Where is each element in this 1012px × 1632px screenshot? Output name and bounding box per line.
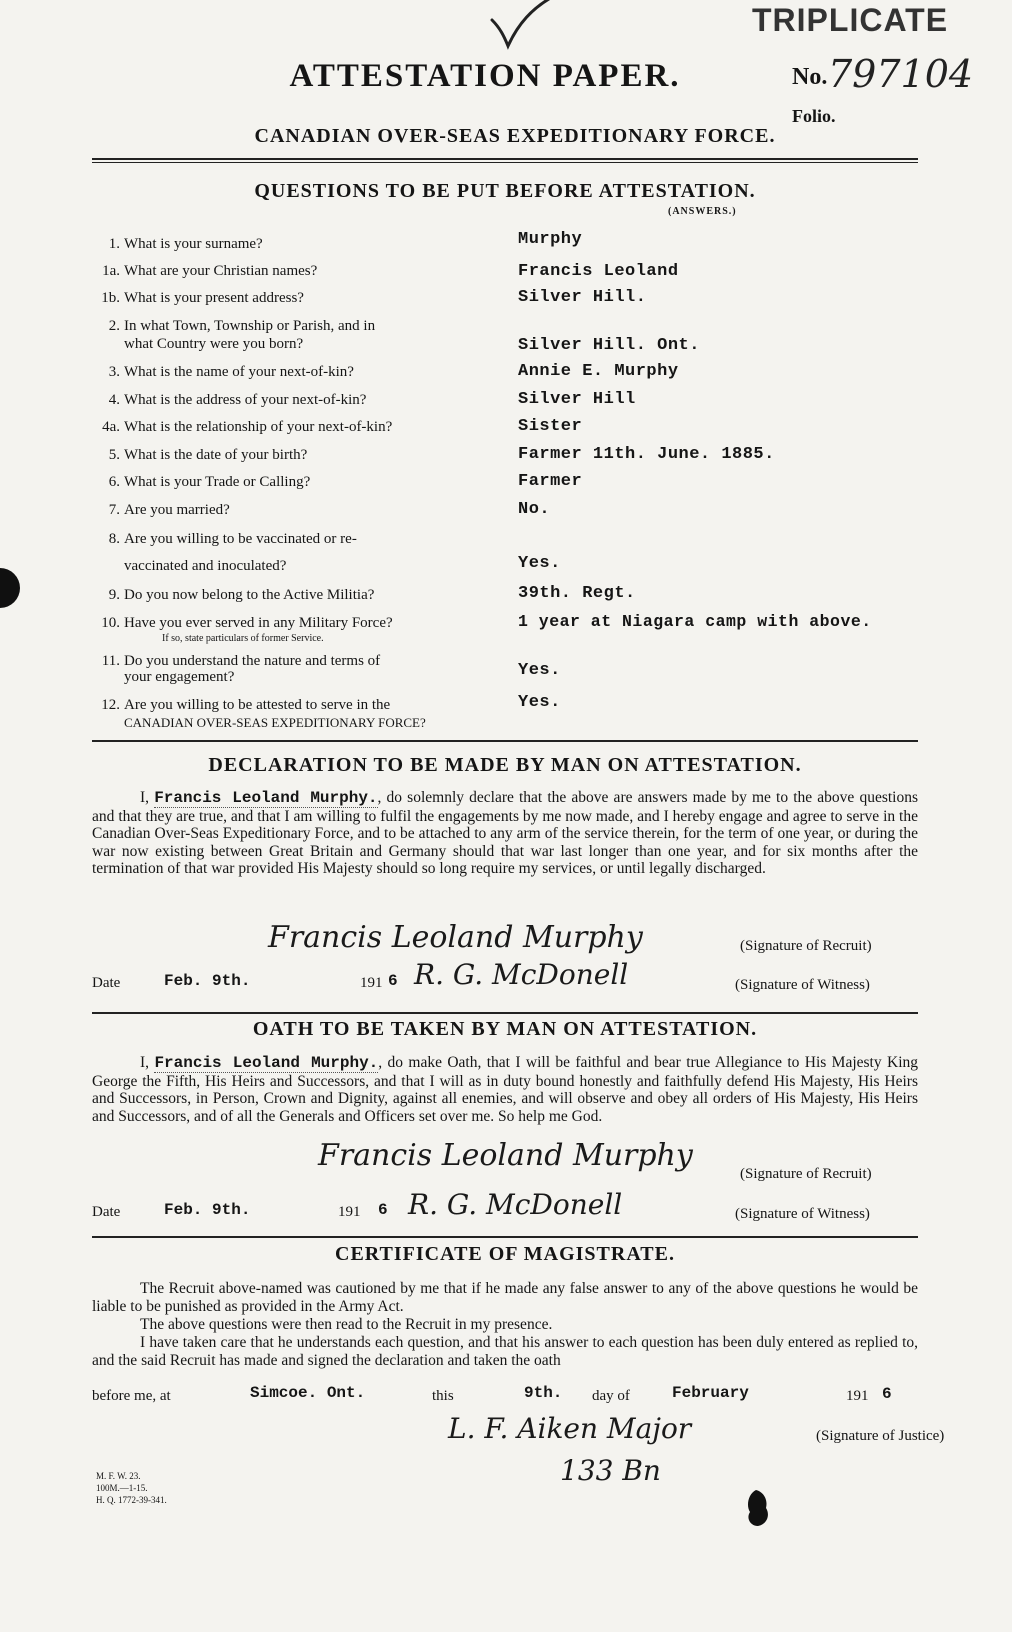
question-text: vaccinated and inoculated? xyxy=(124,558,287,574)
certificate-heading: CERTIFICATE OF MAGISTRATE. xyxy=(335,1243,675,1265)
divider xyxy=(92,158,918,160)
question-number: 10. xyxy=(101,615,120,631)
question-number: 4. xyxy=(108,392,120,408)
question-text: What is your surname? xyxy=(124,236,263,252)
question-text: Have you ever served in any Military Force? xyxy=(124,615,393,631)
day-of-label: day of xyxy=(592,1388,630,1404)
question-text: Do you understand the nature and terms of xyxy=(124,653,381,669)
answer-understand-terms: Yes. xyxy=(518,661,561,680)
justice-signature-caption: (Signature of Justice) xyxy=(816,1428,945,1444)
form-code-line: M. F. W. 23. xyxy=(96,1471,141,1481)
oath-recruit-signature: Francis Leoland Murphy xyxy=(318,1138,693,1173)
question-number: 1b. xyxy=(101,290,120,306)
question-note: If so, state particulars of former Service. xyxy=(162,633,324,644)
declaration-heading: DECLARATION TO BE MADE BY MAN ON ATTESTATION. xyxy=(208,754,802,776)
declaration-text xyxy=(92,789,918,878)
question-number: 11. xyxy=(101,653,120,669)
divider xyxy=(92,1012,918,1014)
oath-witness-signature-caption: (Signature of Witness) xyxy=(735,1206,870,1222)
question-number: 2. xyxy=(108,318,120,334)
question-text: What are your Christian names? xyxy=(124,263,318,279)
answer-next-of-kin-address: Silver Hill xyxy=(518,390,636,409)
justice-signature-unit: 133 Bn xyxy=(560,1454,661,1487)
question-number: 6. xyxy=(108,474,120,490)
recruit-signature-caption: (Signature of Recruit) xyxy=(740,938,872,954)
witness-signature-caption: (Signature of Witness) xyxy=(735,977,870,993)
declaration-date: Feb. 9th. xyxy=(164,972,251,990)
answer-relationship: Sister xyxy=(518,417,583,436)
oath-text xyxy=(92,1054,918,1125)
divider xyxy=(92,162,918,163)
declaration-year-prefix: 191 xyxy=(360,975,383,991)
question-number: 12. xyxy=(101,697,120,713)
answer-active-militia: 39th. Regt. xyxy=(518,584,636,603)
answer-birthplace: Silver Hill. Ont. xyxy=(518,336,700,355)
oath-date: Feb. 9th. xyxy=(164,1201,251,1219)
question-text: Are you willing to be attested to serve in the xyxy=(124,697,391,713)
question-number: 9. xyxy=(108,587,120,603)
oath-recruit-name: Francis Leoland Murphy. xyxy=(154,1054,379,1072)
question-text: your engagement? xyxy=(124,669,235,685)
document-title: ATTESTATION PAPER. xyxy=(289,58,681,94)
oath-recruit-signature-caption: (Signature of Recruit) xyxy=(740,1166,872,1182)
answer-present-address: Silver Hill. xyxy=(518,288,647,307)
certificate-para-2: The above questions were then read to the Recruit in my presence. xyxy=(140,1316,553,1333)
form-code-line: H. Q. 1772-39-341. xyxy=(96,1495,167,1505)
oath-date-label: Date xyxy=(92,1204,121,1220)
question-number: 7. xyxy=(108,502,120,518)
oath-year-suffix: 6 xyxy=(378,1201,388,1219)
oath-heading: OATH TO BE TAKEN BY MAN ON ATTESTATION. xyxy=(252,1018,758,1040)
question-text: In what Town, Township or Parish, and in xyxy=(124,318,376,334)
copy-stamp: TRIPLICATE xyxy=(752,2,949,38)
question-number: 5. xyxy=(108,447,120,463)
declaration-date-label: Date xyxy=(92,975,121,991)
answers-label: (ANSWERS.) xyxy=(668,206,737,217)
number-label: No. xyxy=(792,64,828,90)
question-text: What is your present address? xyxy=(124,290,304,306)
ink-blot-icon xyxy=(742,1488,772,1528)
question-text: Do you now belong to the Active Militia? xyxy=(124,587,375,603)
answer-surname: Murphy xyxy=(518,230,583,249)
question-text: What is the name of your next-of-kin? xyxy=(124,364,354,380)
regimental-number: 797104 xyxy=(828,52,974,96)
declaration-prefix: I, xyxy=(140,789,150,806)
answer-christian-names: Francis Leoland xyxy=(518,262,679,281)
form-code-line: 100M.—1-15. xyxy=(96,1483,148,1493)
question-text: Are you willing to be vaccinated or re- xyxy=(124,531,357,547)
answer-date-of-birth: Farmer 11th. June. 1885. xyxy=(518,445,775,464)
justice-signature: L. F. Aiken Major xyxy=(448,1412,692,1445)
punch-hole xyxy=(0,568,20,608)
question-number: 1. xyxy=(108,236,120,252)
question-number: 8. xyxy=(108,531,120,547)
document-subtitle: CANADIAN OVER-SEAS EXPEDITIONARY FORCE. xyxy=(254,125,776,147)
answer-willing-to-serve: Yes. xyxy=(518,693,561,712)
question-number: 1a. xyxy=(102,263,120,279)
declaration-witness-signature: R. G. McDonell xyxy=(414,958,629,991)
question-text: What is your Trade or Calling? xyxy=(124,474,311,490)
question-text: CANADIAN OVER-SEAS EXPEDITIONARY FORCE? xyxy=(124,715,426,730)
question-text: What is the relationship of your next-of-kin? xyxy=(124,419,393,435)
certificate-place: Simcoe. Ont. xyxy=(250,1384,366,1402)
question-text: Are you married? xyxy=(124,502,230,518)
question-text: what Country were you born? xyxy=(124,336,304,352)
answer-next-of-kin: Annie E. Murphy xyxy=(518,362,679,381)
certificate-year-prefix: 191 xyxy=(846,1388,869,1404)
oath-year-prefix: 191 xyxy=(338,1204,361,1220)
questions-heading: QUESTIONS TO BE PUT BEFORE ATTESTATION. xyxy=(254,180,756,202)
divider xyxy=(92,1236,918,1238)
oath-witness-signature: R. G. McDonell xyxy=(408,1188,623,1221)
answer-trade: Farmer xyxy=(518,472,583,491)
declaration-body: , do solemnly declare that the above are answers made by me to the above questions and that they are true, and that I am willing to fulfil the engagements by me now made, and I hereby engage and agree to serve in the Canadian Over-Seas Expeditionary Force, and to be attached to any arm of the service therein, for the term of one year, or during the war now existing between Great Britain and Germany should that war last longer than one year, and for six months after the termination of that war provided His Majesty should so long require my services, or until legally discharged. xyxy=(92,789,918,877)
declaration-recruit-name: Francis Leoland Murphy. xyxy=(154,789,378,807)
answer-vaccinated: Yes. xyxy=(518,554,561,573)
question-number: 4a. xyxy=(102,419,120,435)
answer-married: No. xyxy=(518,500,551,519)
certificate-para-1: The Recruit above-named was cautioned by me that if he made any false answer to any of the above questions he would be liable to be punished as provided in the Army Act. xyxy=(92,1280,918,1315)
question-text: What is the date of your birth? xyxy=(124,447,308,463)
before-me-label: before me, at xyxy=(92,1388,171,1404)
certificate-month: February xyxy=(672,1384,749,1402)
declaration-year-suffix: 6 xyxy=(388,972,398,990)
certificate-para-3: I have taken care that he understands each question, and that his answer to each question has been duly entered as replied to, and the said Recruit has made and signed the declaration and taken the oath xyxy=(92,1334,918,1369)
oath-body: , do make Oath, that I will be faithful and bear true Allegiance to His Majesty King George the Fifth, His Heirs and Successors, and that I will as in duty bound honestly and faithfully defend His Majesty, His Heirs and Successors, in Person, Crown and Dignity, against all enemies, and will observe and obey all orders of His Majesty, His Heirs and Successors, and of all the Generals and Officers set over me. So help me God. xyxy=(92,1054,918,1125)
question-text: What is the address of your next-of-kin? xyxy=(124,392,367,408)
divider xyxy=(92,740,918,742)
answer-military-service: 1 year at Niagara camp with above. xyxy=(518,612,872,631)
check-mark-icon xyxy=(488,0,558,54)
folio-label: Folio. xyxy=(792,106,836,126)
certificate-day: 9th. xyxy=(524,1384,563,1402)
question-number: 3. xyxy=(108,364,120,380)
oath-prefix: I, xyxy=(140,1054,150,1071)
certificate-year-suffix: 6 xyxy=(882,1385,892,1403)
this-label: this xyxy=(432,1388,454,1404)
declaration-recruit-signature: Francis Leoland Murphy xyxy=(268,920,643,955)
